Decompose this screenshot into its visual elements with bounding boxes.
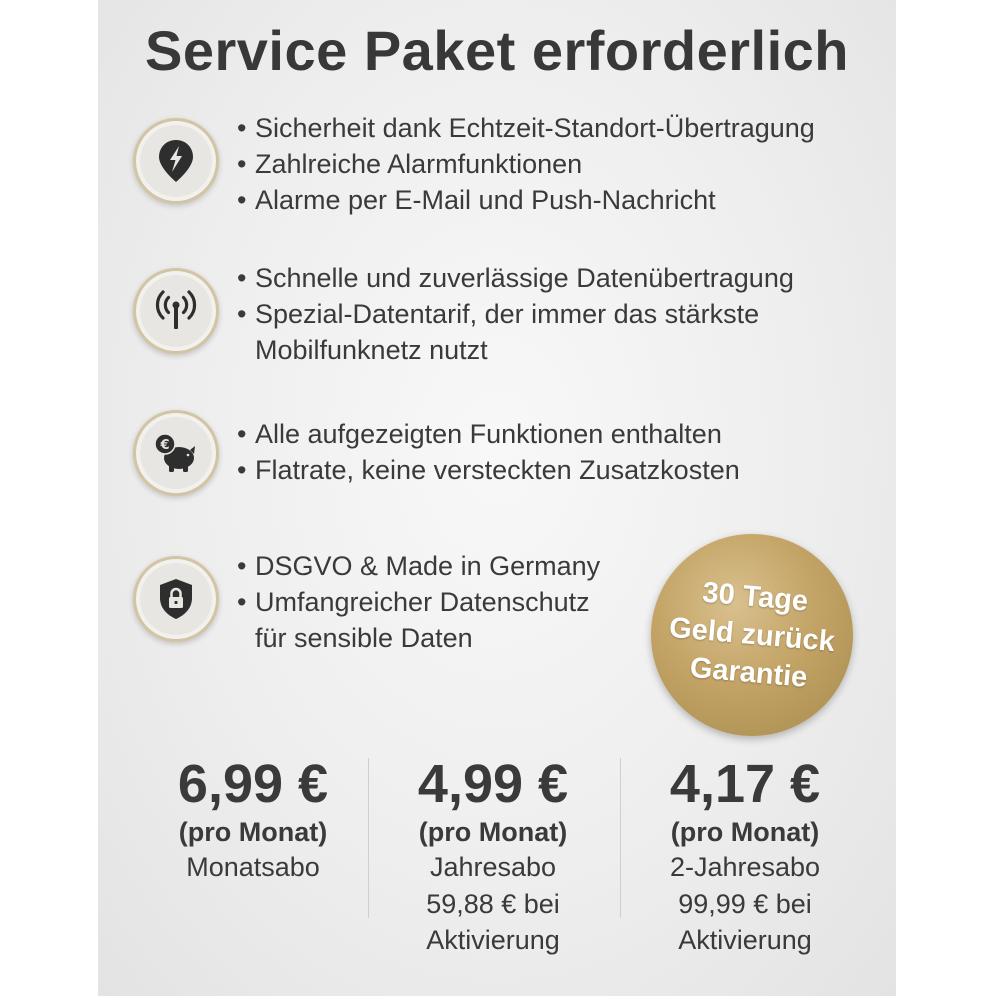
feature-list-privacy	[237, 548, 600, 656]
plan-name: Jahresabo	[429, 852, 557, 882]
badge-line-2: Geld zurück	[667, 611, 837, 659]
price-period: (pro Monat)	[178, 817, 328, 847]
feature-bullet: • Umfangreicher Datenschutz	[237, 584, 600, 620]
price-option-yearly	[373, 752, 613, 958]
plan-name: Monatsabo	[186, 852, 320, 882]
badge-line-3: Garantie	[688, 651, 809, 694]
price-amount: 6,99 €	[177, 754, 329, 814]
feature-list-pricing	[237, 416, 740, 488]
activation-label: Aktivierung	[678, 925, 812, 955]
feature-bullet-continuation: für sensible Daten	[255, 623, 473, 653]
signal-antenna-icon	[152, 287, 200, 335]
feature-list-data	[237, 260, 794, 368]
feature-icon-savings	[133, 410, 219, 496]
feature-bullet: • Alarme per E-Mail und Push-Nachricht	[237, 182, 815, 218]
price-period: (pro Monat)	[418, 817, 568, 847]
activation-fee: 59,88 € bei	[426, 889, 560, 919]
page-title: Service Paket erforderlich	[144, 19, 850, 82]
svg-text:€: €	[160, 438, 170, 453]
feature-bullet: • Alle aufgezeigten Funktionen enthalten	[237, 416, 740, 452]
activation-label: Aktivierung	[426, 925, 560, 955]
feature-bullet: • DSGVO & Made in Germany	[237, 548, 600, 584]
price-option-two-year	[625, 752, 865, 958]
price-amount: 4,99 €	[417, 754, 569, 814]
activation-fee: 99,99 € bei	[678, 889, 812, 919]
feature-icon-signal	[133, 268, 219, 354]
price-option-monthly	[133, 752, 373, 886]
price-divider	[368, 758, 369, 918]
feature-bullet: • Sicherheit dank Echtzeit-Standort-Übertragung	[237, 110, 815, 146]
feature-bullet: • Zahlreiche Alarmfunktionen	[237, 146, 815, 182]
price-amount: 4,17 €	[669, 754, 821, 814]
badge-line-1: 30 Tage	[701, 576, 810, 618]
feature-icon-location	[133, 118, 219, 204]
piggy-bank-euro-icon	[152, 429, 200, 477]
feature-bullet: • Spezial-Datentarif, der immer das stärkste	[237, 296, 794, 332]
feature-bullet-continuation: Mobilfunknetz nutzt	[255, 335, 488, 365]
shield-lock-icon	[152, 575, 200, 623]
location-pin-icon	[152, 137, 200, 185]
feature-icon-privacy	[133, 556, 219, 642]
feature-list-tracking	[237, 110, 815, 218]
price-divider	[620, 758, 621, 918]
feature-bullet: • Schnelle und zuverlässige Datenübertragung	[237, 260, 794, 296]
plan-name: 2-Jahresabo	[669, 852, 821, 882]
feature-bullet: • Flatrate, keine versteckten Zusatzkosten	[237, 452, 740, 488]
price-period: (pro Monat)	[670, 817, 820, 847]
